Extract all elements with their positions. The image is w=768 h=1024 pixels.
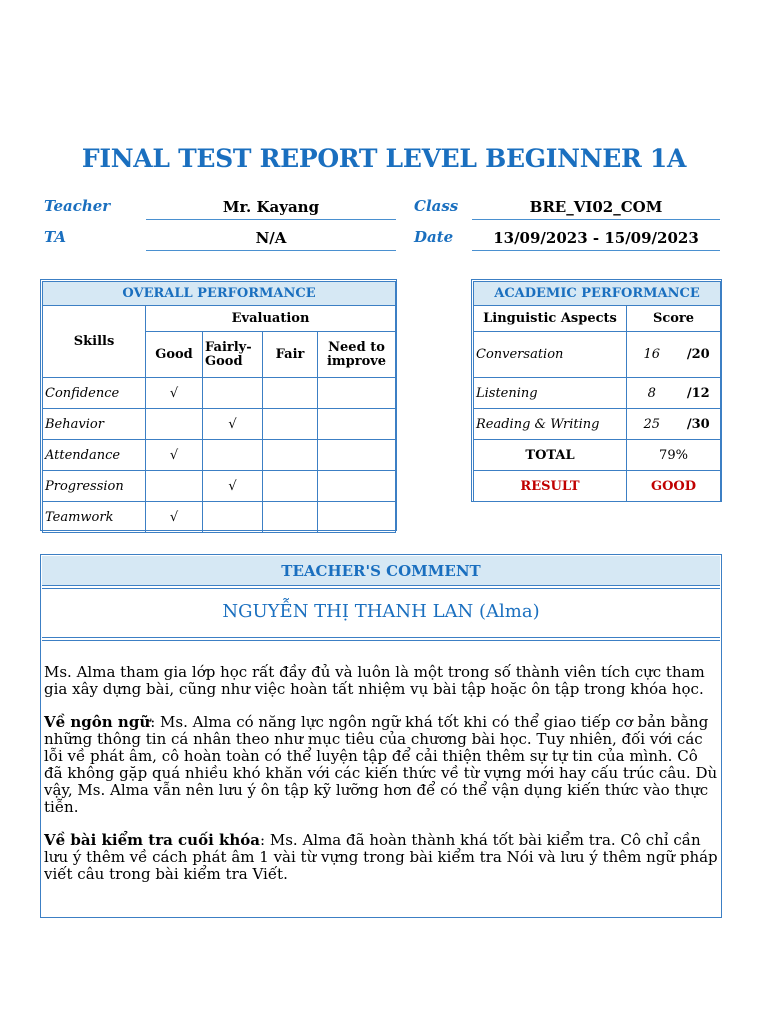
skill-name: Confidence [43, 378, 146, 409]
aspect-max: /20 [677, 332, 721, 378]
mark-good [146, 471, 203, 502]
academic-performance-title: ACADEMIC PERFORMANCE [474, 282, 721, 306]
skill-row [43, 378, 396, 409]
aspect-row [474, 378, 721, 409]
aspect-row [474, 332, 721, 378]
aspect-score: 8 [627, 378, 677, 409]
mark-need [318, 502, 396, 533]
mark-need [318, 471, 396, 502]
mark-good: √ [146, 502, 203, 533]
aspect-max: /30 [677, 409, 721, 440]
mark-fairly-good: √ [203, 409, 263, 440]
skill-name: Progression [43, 471, 146, 502]
final-test-heading: Về bài kiểm tra cuối khóa [44, 831, 261, 849]
result-label: RESULT [474, 471, 627, 502]
comment-final-test [44, 832, 720, 883]
student-name: NGUYỄN THỊ THANH LAN (Alma) [42, 588, 720, 638]
skill-row [43, 409, 396, 440]
mark-fair [263, 471, 318, 502]
teacher-label: Teacher [44, 197, 111, 215]
comment-intro: Ms. Alma tham gia lớp học rất đầy đủ và luôn là một trong số thành viên tích cực tham gia xây dựng bài, cũng như việc hoàn tất nhiệm vụ bài tập hoặc ôn tập trong khóa học. [44, 663, 705, 698]
skills-header: Skills [43, 306, 146, 378]
date-label: Date [414, 228, 454, 246]
language-text: : Ms. Alma có năng lực ngôn ngữ khá tốt khi có thể giao tiếp cơ bản bằng những thông tin cá nhân theo như mục tiêu của chương bài học. Tuy nhiên, đối với các lỗi về phát âm, cô hoàn toàn có thể luyện tập để cải thiện thêm sự tự tin của mình. Cô đã không gặp quá nhiều khó khăn với các kiến thức về từ vựng mới hay cấu trúc câu. Dù vậy, Ms. Alma vẫn nên lưu ý ôn tập kỹ lưỡng hơn để có thể vận dụng kiến thức vào thực tiễn. [44, 713, 718, 816]
aspect-row [474, 409, 721, 440]
ta-label: TA [44, 228, 66, 246]
aspect-max: /12 [677, 378, 721, 409]
total-value: 79% [627, 440, 721, 471]
report-title: FINAL TEST REPORT LEVEL BEGINNER 1A [81, 144, 687, 173]
mark-fair [263, 378, 318, 409]
language-heading: Về ngôn ngữ [44, 713, 151, 731]
mark-good [146, 409, 203, 440]
mark-good: √ [146, 378, 203, 409]
mark-fairly-good [203, 378, 263, 409]
final-test-text: : Ms. Alma đã hoàn thành khá tốt bài kiểm tra. Cô chỉ cần lưu ý thêm về cách phát âm 1 vài từ vựng trong bài kiểm tra Nói và lưu ý thêm ngữ pháp viết câu trong bài kiểm tra Viết. [44, 831, 718, 883]
col-need-improve: Need to improve [318, 332, 396, 378]
academic-performance-table [473, 281, 721, 502]
col-fair: Fair [263, 332, 318, 378]
skill-row [43, 471, 396, 502]
mark-fairly-good: √ [203, 471, 263, 502]
skill-name: Behavior [43, 409, 146, 440]
mark-need [318, 440, 396, 471]
comment-body [44, 664, 720, 899]
teacher-value: Mr. Kayang [146, 195, 396, 220]
teacher-comment-title: TEACHER'S COMMENT [42, 556, 720, 586]
class-label: Class [414, 197, 459, 215]
evaluation-header: Evaluation [146, 306, 396, 332]
mark-fair [263, 440, 318, 471]
aspect-header: Linguistic Aspects [474, 306, 627, 332]
mark-fairly-good [203, 502, 263, 533]
score-header: Score [627, 306, 721, 332]
mark-good: √ [146, 440, 203, 471]
skill-row [43, 440, 396, 471]
skill-name: Teamwork [43, 502, 146, 533]
mark-need [318, 409, 396, 440]
date-value: 13/09/2023 - 15/09/2023 [472, 226, 720, 251]
skill-name: Attendance [43, 440, 146, 471]
col-fairly-good: Fairly- Good [203, 332, 263, 378]
overall-performance-title: OVERALL PERFORMANCE [43, 282, 396, 306]
skill-row [43, 502, 396, 533]
mark-fairly-good [203, 440, 263, 471]
aspect-name: Reading & Writing [474, 409, 627, 440]
overall-performance-table [42, 281, 396, 533]
aspect-score: 16 [627, 332, 677, 378]
aspect-name: Conversation [474, 332, 627, 378]
aspect-score: 25 [627, 409, 677, 440]
aspect-name: Listening [474, 378, 627, 409]
class-value: BRE_VI02_COM [472, 195, 720, 220]
total-label: TOTAL [474, 440, 627, 471]
mark-need [318, 378, 396, 409]
mark-fair [263, 502, 318, 533]
col-good: Good [146, 332, 203, 378]
comment-language [44, 714, 720, 816]
result-value: GOOD [627, 471, 721, 502]
mark-fair [263, 409, 318, 440]
ta-value: N/A [146, 226, 396, 251]
